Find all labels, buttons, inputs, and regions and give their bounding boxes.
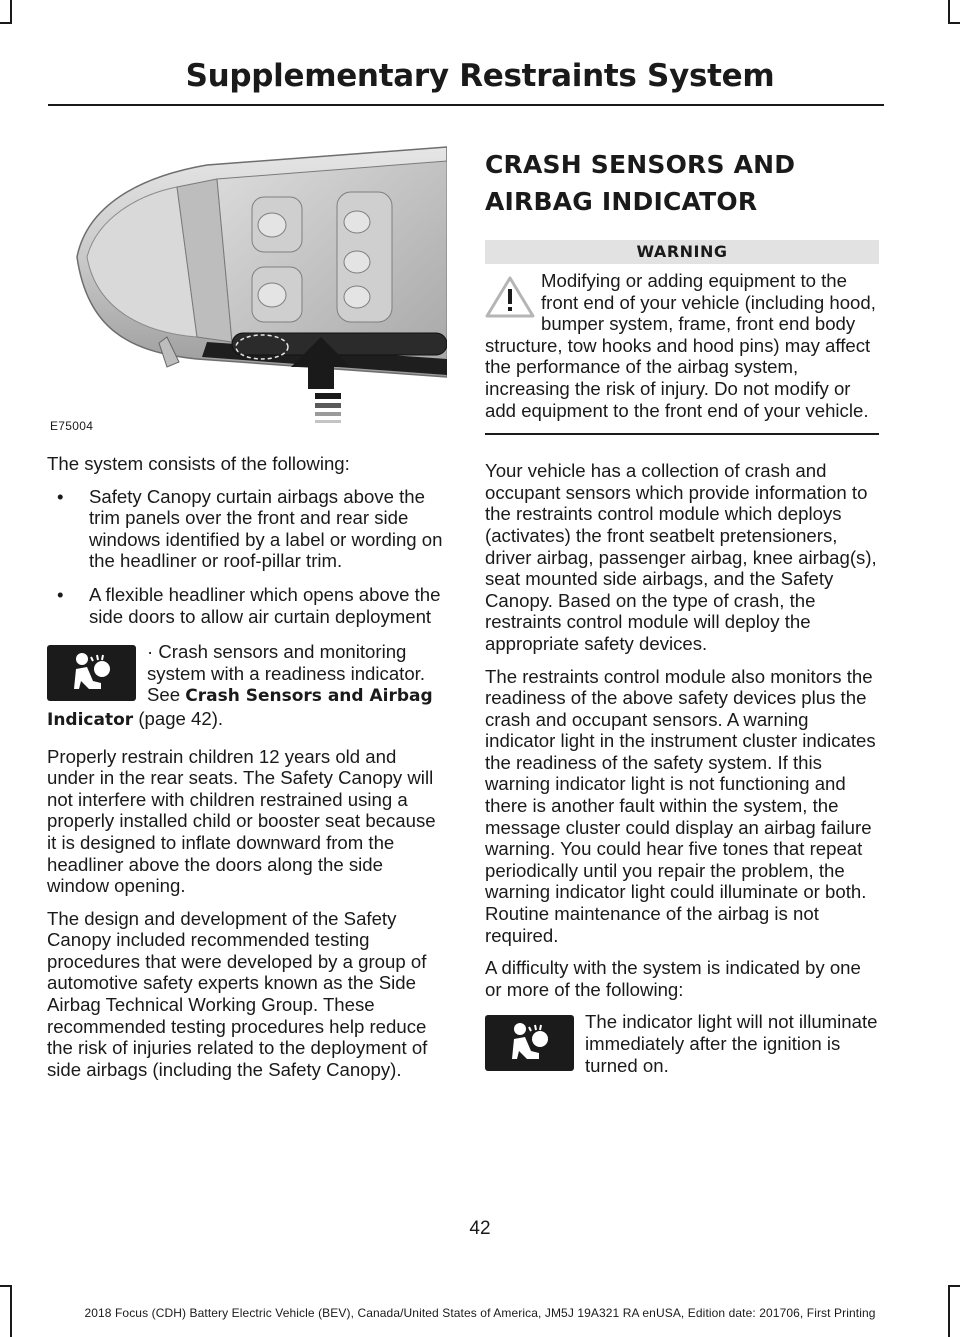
section-heading <box>485 146 879 220</box>
footer-text: 2018 Focus (CDH) Battery Electric Vehicle (BEV), Canada/United States of America, JM5J 19A321 RA enUSA, Edition date: 201706, First Printing <box>84 1306 876 1320</box>
list-item <box>47 584 447 627</box>
page-title: Supplementary Restraints System <box>185 58 775 94</box>
figure-id: E75004 <box>50 419 94 433</box>
page-reference: (page 42). <box>133 707 224 729</box>
warning-box <box>485 270 879 421</box>
right-column <box>485 137 879 1076</box>
component-list <box>47 486 447 628</box>
crop-mark <box>948 1285 960 1287</box>
warning-triangle-icon <box>485 276 535 318</box>
icon-item-text: The indicator light will not illuminate immediately after the ignition is turned on. <box>585 1011 878 1076</box>
monitoring-paragraph: The restraints control module also monitors the readiness of the above safety devices plus the crash and occupant sensors. A warning indicator light in the instrument cluster indicates the readiness of the safety system. If this warning indicator light is not functioning and there is another fault within the system, the message cluster could display an airbag failure warning. You could hear five tones that repeat periodically until you repair the problem, the warning indicator light could illuminate or both. Routine maintenance of the airbag is not required. <box>485 665 876 946</box>
icon-item <box>47 641 447 731</box>
airbag-indicator-icon <box>485 1015 574 1071</box>
difficulty-paragraph: A difficulty with the system is indicated by one or more of the following: <box>485 957 861 1000</box>
intro-text: The system consists of the following: <box>47 453 350 474</box>
design-paragraph: The design and development of the Safety Canopy included recommended testing procedures that were developed by a group of automotive safety experts known as the Side Airbag Technical Working Group. These recommended testing procedures help reduce the risk of injuries related to the deployment of side airbags (including the Safety Canopy). <box>47 907 428 1080</box>
crop-mark <box>0 1285 12 1287</box>
cross-reference-link[interactable]: Crash Sensors and Airbag Indicator <box>47 686 433 730</box>
header-rule <box>48 104 884 106</box>
crop-mark <box>10 0 12 22</box>
children-paragraph: Properly restrain children 12 years old and under in the rear seats. The Safety Canopy will not interfere with children restrained using a properly installed child or booster seat because it is designed to inflate downward from the headliner above the doors along the side window opening. <box>47 745 436 897</box>
sensors-paragraph: Your vehicle has a collection of crash and occupant sensors which provide information to the restraints control module which deploys (activates) the front seatbelt pretensioners, driver airbag, passenger airbag, knee airbag(s), seat mounted side airbags, and the Safety Canopy. Based on the type of crash, the restraints control module will deploy the appropriate safety devices. <box>485 460 877 654</box>
crop-mark <box>948 0 950 22</box>
warning-label: WARNING <box>485 240 879 264</box>
warning-text: Modifying or adding equipment to the front end of your vehicle (including hood, bumper system, frame, front end body structure, tow hooks and hood pins) may affect the performance of the airbag system, increasing the risk of injury. Do not modify or add equipment to the front end of your vehicle. <box>485 270 876 421</box>
bullet: • <box>57 583 64 605</box>
section-heading-line: AIRBAG INDICATOR <box>485 187 758 216</box>
vehicle-airbag-illustration <box>47 137 447 437</box>
bullet: • <box>57 485 64 507</box>
crop-mark <box>0 22 12 24</box>
vehicle-topview-image <box>47 137 447 437</box>
crop-mark <box>948 22 960 24</box>
left-column <box>47 137 447 1091</box>
icon-item-text: · Crash sensors and monitoring system with a readiness indicator. See <box>147 641 425 706</box>
list-item <box>47 486 447 572</box>
icon-item <box>485 1011 879 1076</box>
section-heading-line: CRASH SENSORS AND <box>485 150 796 179</box>
airbag-indicator-icon <box>47 645 136 701</box>
page-number: 42 <box>469 1218 491 1239</box>
warning-rule <box>485 433 879 435</box>
list-item-text: A flexible headliner which opens above the side doors to allow air curtain deployment <box>89 583 441 627</box>
list-item-text: Safety Canopy curtain airbags above the trim panels over the front and rear side windows identified by a label or wording on the headliner or roof-pillar trim. <box>89 485 443 572</box>
